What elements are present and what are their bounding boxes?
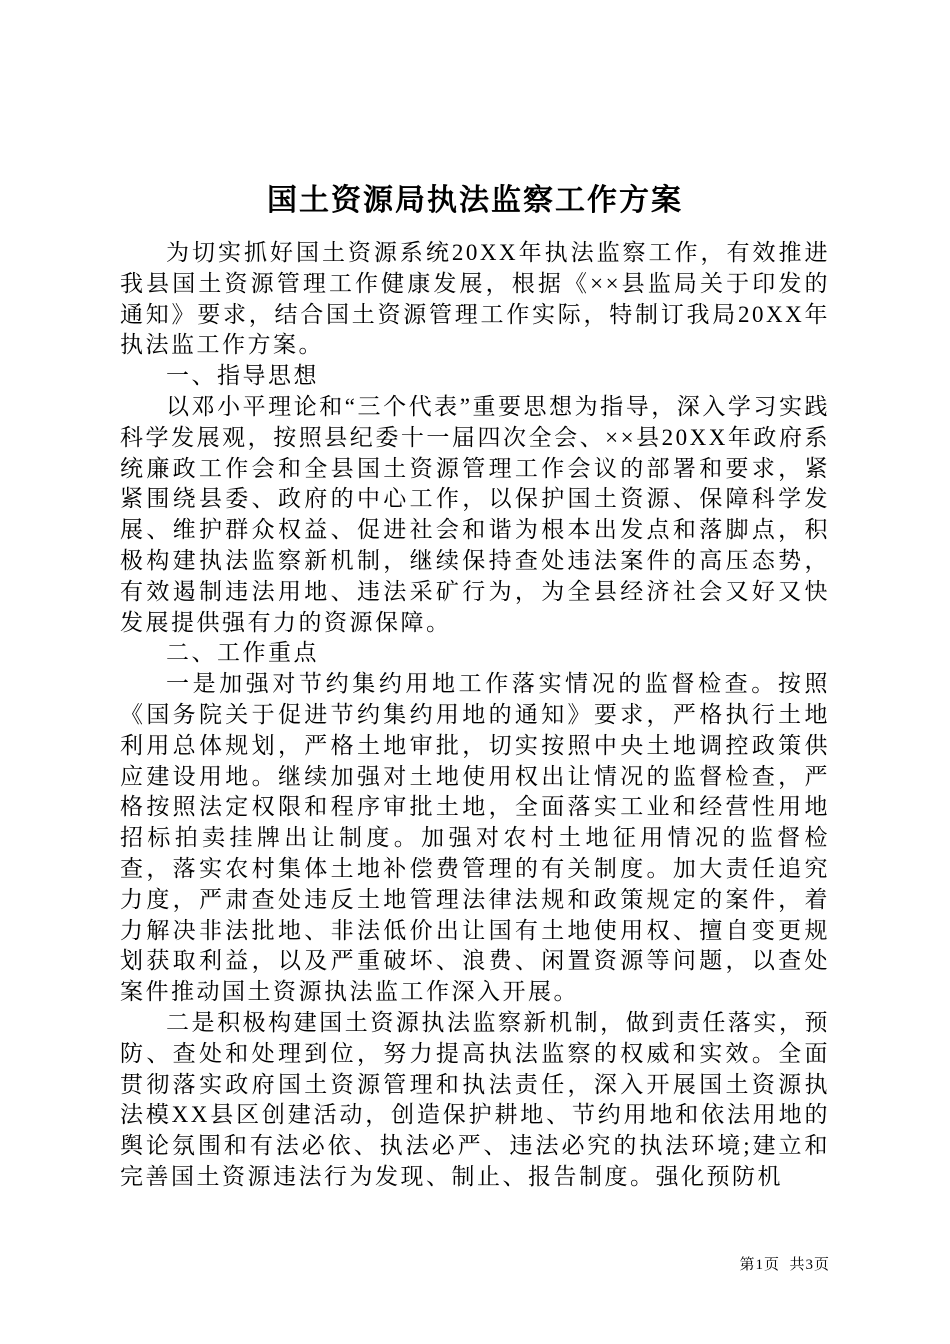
- paragraph-work-priority-1: 一是加强对节约集约用地工作落实情况的监督检查。按照《国务院关于促进节约集约用地的通知》要求，严格执行土地利用总体规划，严格土地审批，切实按照中央土地调控政策供应建设用地。继续加强对土地使用权出让情况的监督检查，严格按照法定权限和程序审批土地，全面落实工业和经营性用地招标拍卖挂牌出让制度。加强对农村土地征用情况的监督检查，落实农村集体土地补偿费管理的有关制度。加大责任追究力度，严肃查处违反土地管理法律法规和政策规定的案件，着力解决非法批地、非法低价出让国有土地使用权、擅自变更规划获取利益，以及严重破坏、浪费、闲置资源等问题，以查处案件推动国土资源执法监工作深入开展。: [120, 671, 830, 1005]
- paragraph-guiding-ideology: 以邓小平理论和“三个代表”重要思想为指导，深入学习实践科学发展观，按照县纪委十一届四次全会、××县20XX年政府系统廉政工作会和全县国土资源管理工作会议的部署和要求，紧紧围绕县委、政府的中心工作，以保护国土资源、保障科学发展、维护群众权益、促进社会和谐为根本出发点和落脚点，积极构建执法监察新机制，继续保持查处违法案件的高压态势，有效遏制违法用地、违法采矿行为，为全县经济社会又好又快发展提供强有力的资源保障。: [120, 393, 830, 635]
- document-title: 国土资源局执法监察工作方案: [267, 184, 683, 217]
- section-heading-work-priorities: 二、工作重点: [166, 640, 319, 666]
- section-heading-guiding-ideology: 一、指导思想: [166, 363, 319, 389]
- paragraph-work-priority-2: 二是积极构建国土资源执法监察新机制，做到责任落实，预防、查处和处理到位，努力提高执法监察的权威和实效。全面贯彻落实政府国土资源管理和执法责任，深入开展国土资源执法模XX县区创建活动，创造保护耕地、节约用地和依法用地的舆论氛围和有法必依、执法必严、违法必究的执法环境;建立和完善国土资源违法行为发现、制止、报告制度。强化预防机: [120, 1009, 830, 1189]
- page-number-footer: 第1页 共3页: [739, 1257, 830, 1273]
- intro-paragraph: 为切实抓好国土资源系统20XX年执法监察工作，有效推进我县国土资源管理工作健康发展，根据《××县监局关于印发的通知》要求，结合国土资源管理工作实际，特制订我局20XX年执法监工作方案。: [120, 240, 830, 358]
